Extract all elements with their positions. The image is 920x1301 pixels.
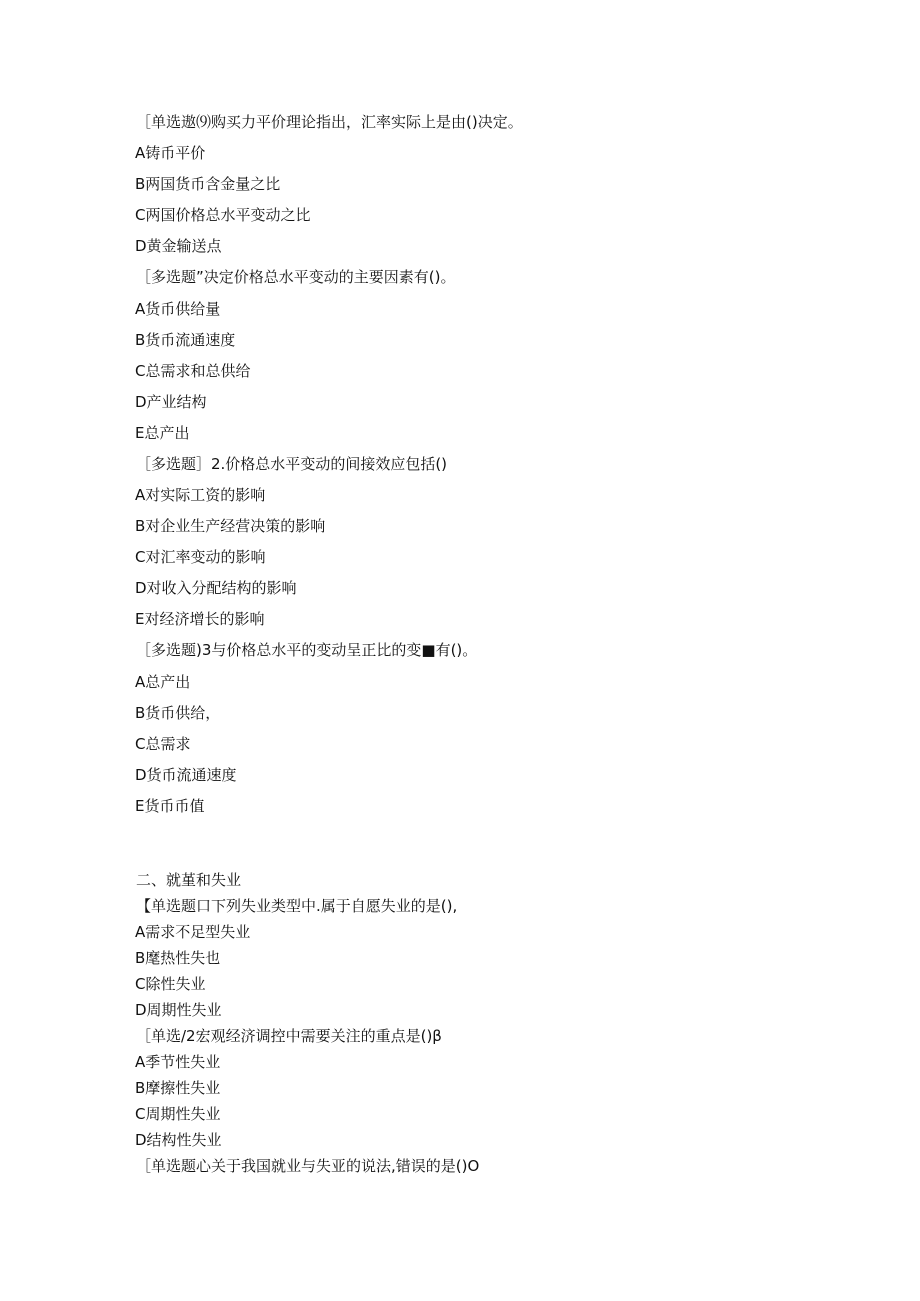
question-7: ［单选题心关于我国就业与失亚的说法,错误的是()O [136,1157,480,1175]
question-1-option-b: B两国货币含金量之比 [135,175,281,193]
question-5-option-d: D周期性失业 [135,1001,222,1019]
question-2: ［多选题”决定价格总水平变动的主要因素有()。 [136,268,456,286]
question-4: ［多选题)3与价格总水平的变动呈正比的变■有()。 [136,641,478,659]
question-3-option-a: A对实际工资的影响 [135,486,266,504]
question-2-option-b: B货币流通速度 [135,331,236,349]
question-3-option-d: D对收入分配结构的影响 [135,579,297,597]
question-4-option-c: C总需求 [135,735,191,753]
question-5-option-c: C除性失业 [135,975,206,993]
question-4-option-e: E货币币值 [135,797,205,815]
section-2-heading: 二、就堇和失业 [136,871,242,889]
question-2-option-e: E总产出 [135,424,190,442]
question-4-option-a: A总产出 [135,673,191,691]
question-3-option-e: E对经济增长的影响 [135,610,265,628]
question-4-option-b: B货币供给， [135,704,221,722]
question-3-option-c: C对汇率变动的影响 [135,548,266,566]
question-6-option-b: B摩擦性失业 [135,1079,221,1097]
question-5-option-a: A需求不足型失业 [135,923,251,941]
question-6-option-a: A季节性失业 [135,1053,221,1071]
question-2-option-a: A货币供给量 [135,300,221,318]
question-1-option-a: A铸币平价 [135,144,206,162]
question-3-option-b: B对企业生产经营决策的影响 [135,517,326,535]
question-3: ［多选题］2.价格总水平变动的间接效应包括() [136,455,448,473]
question-1-option-d: D黄金输送点 [135,237,222,255]
question-2-option-d: D产业结构 [135,393,207,411]
question-6-option-c: C周期性失业 [135,1105,221,1123]
question-4-option-d: D货币流通速度 [135,766,237,784]
question-6: ［单选/2宏观经济调控中需要关注的重点是()β [136,1027,442,1045]
question-6-option-d: D结构性失业 [135,1131,222,1149]
question-1-option-c: C两国价格总水平变动之比 [135,206,311,224]
question-5-option-b: B麾热性失也 [135,949,221,967]
question-5: 【单选题口下列失业类型中.属于自愿失业的是(), [136,897,458,915]
question-1: ［单选遨⑼购买力平价理论指出，汇率实际上是由()决定。 [136,113,523,131]
question-2-option-c: C总需求和总供给 [135,362,251,380]
